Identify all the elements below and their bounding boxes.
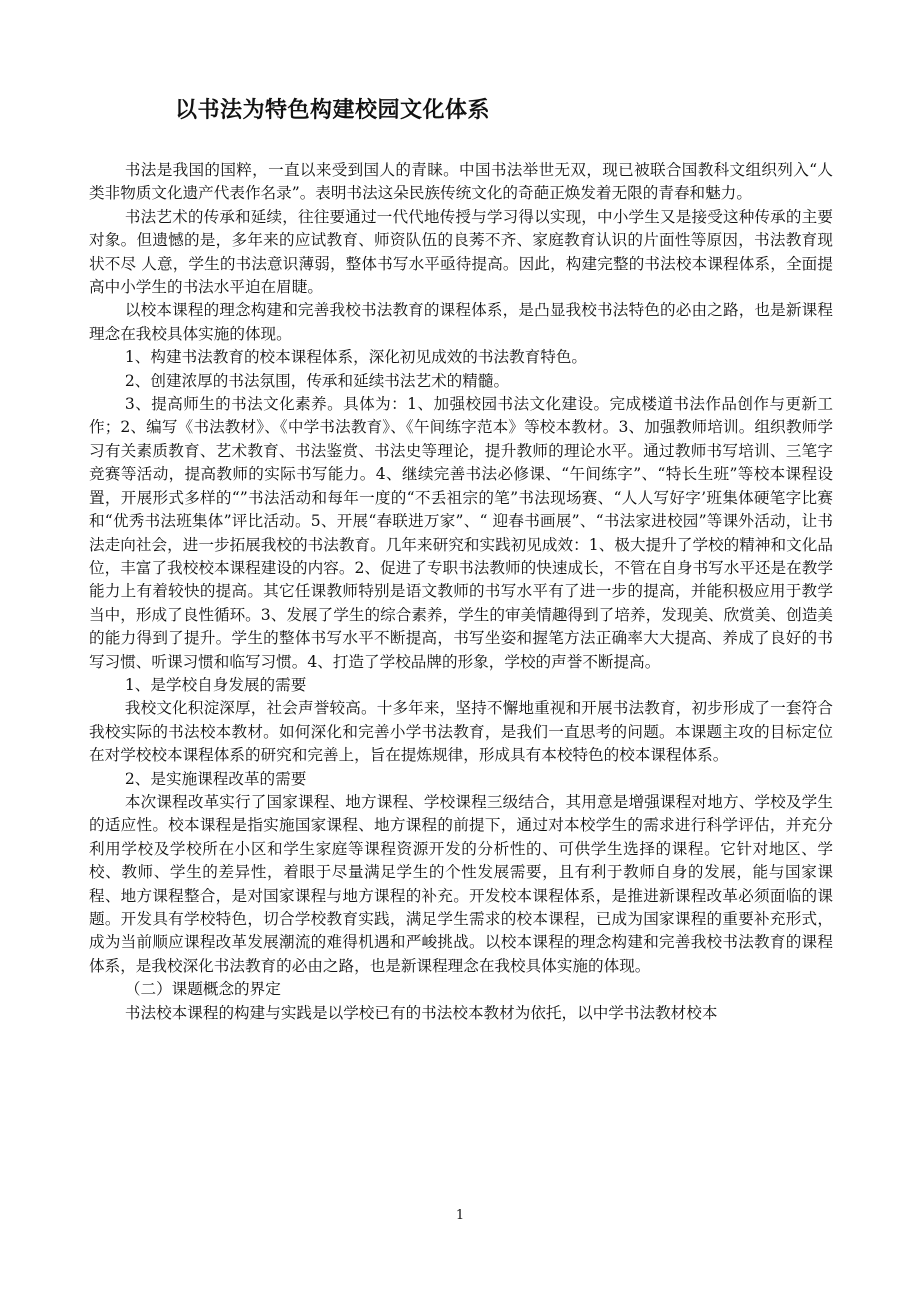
paragraph-goal-2: 2、创建浓厚的书法氛围，传承和延续书法艺术的精髓。: [124, 371, 510, 390]
paragraph-intro: 书法是我国的国粹，一直以来受到国人的青睐。中国书法举世无双，现已被联合国教科文组织列入“人类非物质文化遗产代表作名录”。表明书法这朵民族传统文化的奇葩正焕发着无限的青春和魅力。: [89, 161, 833, 203]
section-heading-concept-definition: （二）课题概念的界定: [124, 980, 281, 999]
document-body: [89, 159, 833, 1025]
page-number: 1: [455, 1208, 465, 1223]
document-title: 以书法为特色构建校园文化体系: [175, 98, 491, 123]
paragraph-curriculum-reform: 本次课程改革实行了国家课程、地方课程、学校课程三级结合，其用意是增强课程对地方、学校及学生的适应性。校本课程是指实施国家课程、地方课程的前提下，通过对本校学生的需求进行科学评估，并充分利用学校及学校所在小区和学生家庭等课程资源开发的分析性的、可供学生选择的课程。它针对地区、学校、教师、学生的差异性，着眼于尽量满足学生的个性发展需要，且有利于教师自身的发展，能与国家课程、地方课程整合，是对国家课程与地方课程的补充。开发校本课程体系，是推进新课程改革必须面临的课题。开发具有学校特色，切合学校教育实践，满足学生需求的校本课程，已成为国家课程的重要补充形式，成为当前顺应课程改革发展潮流的难得机遇和严峻挑战。以校本课程的理念构建和完善我校书法教育的课程体系，是我校深化书法教育的必由之路，也是新课程理念在我校具体实施的体现。: [89, 792, 833, 975]
paragraph-curriculum-concept: 以校本课程的理念构建和完善我校书法教育的课程体系，是凸显我校书法特色的必由之路，也是新课程理念在我校具体实施的体现。: [89, 301, 833, 343]
paragraph-self-development: 我校文化积淀深厚，社会声誉较高。十多年来，坚持不懈地重视和开展书法教育，初步形成了一套符合我校实际的书法校本教材。如何深化和完善小学书法教育，是我们一直思考的问题。本课题主攻的目标定位在对学校校本课程体系的研究和完善上，旨在提炼规律，形成具有本校特色的校本课程体系。: [89, 699, 833, 765]
section-heading-self-development: 1、是学校自身发展的需要: [124, 675, 307, 694]
section-heading-curriculum-reform: 2、是实施课程改革的需要: [124, 769, 307, 788]
paragraph-goal-3: 3、提高师生的书法文化素养。具体为：1、加强校园书法文化建设。完成楼道书法作品创作与更新工作；2、编写《书法教材》、《中学书法教育》、《午间练字范本》等校本教材。3、加强教师培训。组织教师学习有关素质教育、艺术教育、书法鉴赏、书法史等理论，提升教师的理论水平。通过教师书写培训、三笔字竞赛等活动，提高教师的实际书写能力。4、继续完善书法必修课、“午间练字”、“特长生班”等校本课程设置，开展形式多样的“”书法活动和每年一度的“不丢祖宗的笔”书法现场赛、“人人写好字’班集体硬笔字比赛和“优秀书法班集体”评比活动。5、开展“春联进万家”、“ 迎春书画展”、“书法家进校园”等课外活动，让书法走向社会，进一步拓展我校的书法教育。几年来研究和实践初见成效：1、极大提升了学校的精神和文化品位，丰富了我校校本课程建设的内容。2、促进了专职书法教师的快速成长，不管在自身书写水平还是在教学能力上有着较快的提高。其它任课教师特别是语文教师的书写水平有了进一步的提高，并能积极应用于教学当中，形成了良性循环。3、发展了学生的综合素养，学生的审美情趣得到了培养，发现美、欣赏美、创造美的能力得到了提升。学生的整体书写水平不断提高，书写坐姿和握笔方法正确率大大提高、养成了良好的书写习惯、听课习惯和临写习惯。4、打造了学校品牌的形象，学校的声誉不断提高。: [89, 395, 834, 671]
paragraph-goal-1: 1、构建书法教育的校本课程体系，深化初见成效的书法教育特色。: [124, 348, 588, 367]
paragraph-concept-definition: 书法校本课程的构建与实践是以学校已有的书法校本教材为依托，以中学书法教材校本: [124, 1003, 718, 1022]
paragraph-inheritance: 书法艺术的传承和延续，往往要通过一代代地传授与学习得以实现，中小学生又是接受这种传承的主要对象。但遗憾的是，多年来的应试教育、师资队伍的良莠不齐、家庭教育认识的片面性等原因，书法教育现状不尽 人意，学生的书法意识薄弱，整体书写水平亟待提高。因此，构建完整的书法校本课程体系，全面提高中小学生的书法水平迫在眉睫。: [89, 207, 833, 297]
